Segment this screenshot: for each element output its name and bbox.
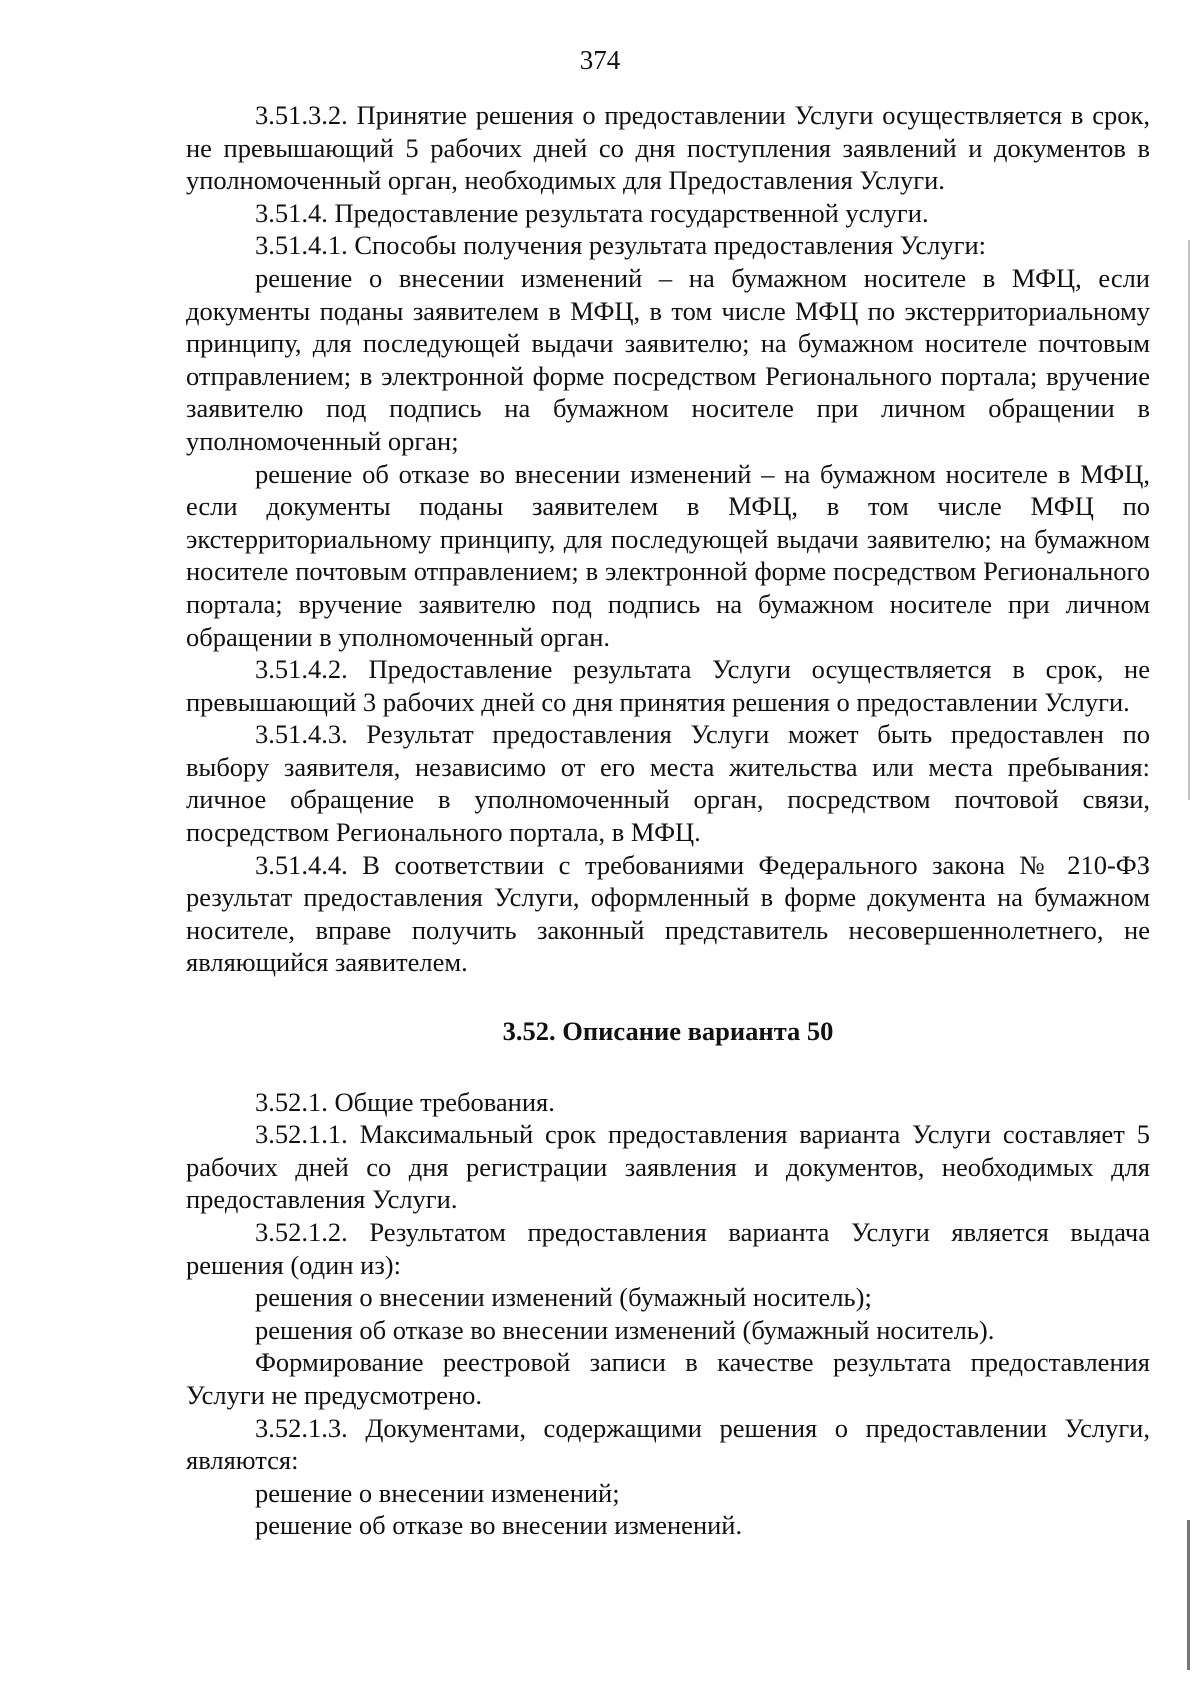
- paragraph-3-52-1: 3.52.1. Общие требования.: [255, 1086, 555, 1117]
- page-number: 374: [579, 45, 621, 75]
- scan-edge-mark-lower: [1187, 1520, 1190, 1670]
- list-item-decision-changes-doc: решение о внесении изменений;: [255, 1477, 620, 1508]
- paragraph-3-51-4-1: 3.51.4.1. Способы получения результата предоставления Услуги:: [255, 230, 987, 261]
- paragraph-3-51-4-2: 3.51.4.2. Предоставление результата Услуги осуществляется в срок, не превышающий 3 рабочих дней со дня принятия решения о предоставлении Услуги.: [186, 654, 1150, 717]
- list-item-decision-refusal: решения об отказе во внесении изменений (бумажный носитель).: [255, 1314, 995, 1345]
- list-item-decision-refusal-doc: решение об отказе во внесении изменений.: [255, 1510, 743, 1541]
- paragraph-3-51-4-3: 3.51.4.3. Результат предоставления Услуги может быть предоставлен по выбору заявителя, независимо от его места жительства или места пребывания: личное обращение в уполномоченный орган, посредством почтовой связи, посредством Регионального портала, в МФЦ.: [186, 719, 1150, 848]
- paragraph-3-51-3-2: 3.51.3.2. Принятие решения о предоставлении Услуги осуществляется в срок, не превышающий 5 рабочих дней со дня поступления заявлений и документов в уполномоченный орган, необходимых для Предоставления Услуги.: [186, 100, 1150, 196]
- paragraph-3-52-1-1: 3.52.1.1. Максимальный срок предоставления варианта Услуги составляет 5 рабочих дней со дня регистрации заявления и документов, необходимых для предоставления Услуги.: [186, 1119, 1150, 1215]
- paragraph-3-52-1-2: 3.52.1.2. Результатом предоставления варианта Услуги является выдача решения (один из):: [186, 1217, 1150, 1280]
- scan-edge-mark-upper: [1188, 240, 1190, 800]
- list-item-decision-changes: решения о внесении изменений (бумажный носитель);: [255, 1282, 872, 1313]
- paragraph-3-51-4: 3.51.4. Предоставление результата государственной услуги.: [255, 197, 929, 228]
- document-body: [186, 99, 1150, 1542]
- paragraph-decision-changes-delivery: решение о внесении изменений – на бумажном носителе в МФЦ, если документы поданы заявителем в МФЦ, в том числе МФЦ по экстерриториальному принципу, для последующей выдачи заявителю; на бумажном носителе почтовым отправлением; в электронной форме посредством Регионального портала; вручение заявителю под подпись на бумажном носителе при личном обращении в уполномоченный орган;: [186, 262, 1150, 456]
- paragraph-3-51-4-4: 3.51.4.4. В соответствии с требованиями Федерального закона № 210-ФЗ результат предоставления Услуги, оформленный в форме документа на бумажном носителе, вправе получить законный представитель несовершеннолетнего, не являющийся заявителем.: [186, 849, 1150, 978]
- section-heading-3-52: 3.52. Описание варианта 50: [502, 1016, 834, 1047]
- paragraph-decision-refusal-delivery: решение об отказе во внесении изменений – на бумажном носителе в МФЦ, если документы поданы заявителем в МФЦ, в том числе МФЦ по экстерриториальному принципу, для последующей выдачи заявителю; на бумажном носителе почтовым отправлением; в электронной форме посредством Регионального портала; вручение заявителю под подпись на бумажном носителе при личном обращении в уполномоченный орган.: [186, 458, 1150, 652]
- paragraph-registry-record: Формирование реестровой записи в качестве результата предоставления Услуги не предусмотрено.: [186, 1347, 1150, 1410]
- paragraph-3-52-1-3: 3.52.1.3. Документами, содержащими решения о предоставлении Услуги, являются:: [186, 1412, 1150, 1476]
